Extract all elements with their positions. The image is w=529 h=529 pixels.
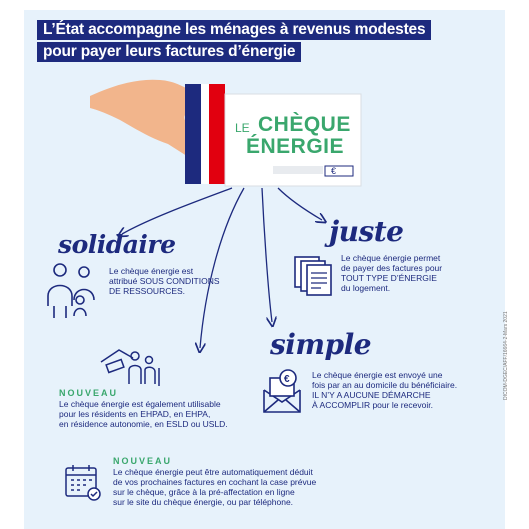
keyword-solidaire: solidaire [58,230,176,259]
nouveau-label-1: NOUVEAU [59,388,119,398]
envelope-euro-icon [258,368,306,416]
simple-text: Le chèque énergie est envoyé une fois par an au domicile du bénéficiaire. IL N’Y A AUCUNE DÉMARCHE À ACCOMPLIR pour le recevoir. [312,370,458,410]
nouveau-label-2: NOUVEAU [113,456,173,466]
cheque-le: LE [235,121,250,135]
nouveau2-text: Le chèque énergie peut être automatiquement déduit de vos prochaines factures en cochant la case prévue sur le chèque, grâce à la pré-affectation en ligne sur le site du chèque énergie, ou par téléphone. [113,467,317,507]
elderly-residents-icon [97,348,161,388]
keyword-simple: simple [270,328,372,361]
juste-text: Le chèque énergie permet de payer des factures pour TOUT TYPE D’ÉNERGIE du logement. [341,253,443,293]
title-line-1: L’État accompagne les ménages à revenus modestes [37,20,431,40]
cheque-euro: € [331,166,337,176]
nouveau1-text: Le chèque énergie est également utilisable pour les résidents en EHPAD, en EHPA, en résidence autonomie, en ESLD ou USLD. [59,399,228,429]
svg-text:€: € [284,374,290,385]
solidaire-text: Le chèque énergie est attribué SOUS CONDITIONS DE RESSOURCES. [109,266,220,296]
invoices-icon [293,253,333,299]
cheque-cheque: CHÈQUE [258,113,351,136]
title-line-2: pour payer leurs factures d’énergie [37,42,301,62]
keyword-juste: juste [329,215,404,248]
calendar-icon [64,462,102,502]
family-icon [44,262,104,320]
cheque-energie: ÉNERGIE [246,135,345,158]
side-reference-code: DICOM-DGEC/AFF/16664-2-Mars 2021 [503,311,509,400]
